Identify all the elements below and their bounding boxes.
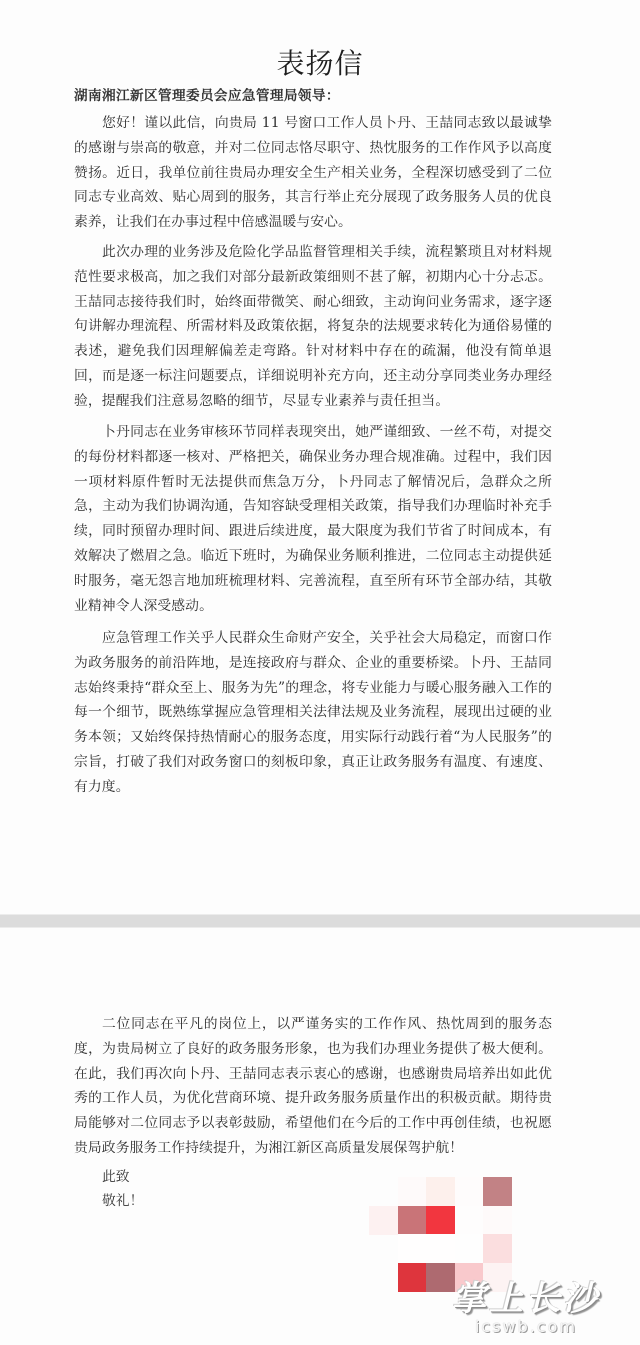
letter-paragraph-5: 二位同志在平凡的岗位上，以严谨务实的工作作风、热忱周到的服务态度，为贵局树立了良好的政务服务形象，也为我们办理业务提供了极大便利。在此，我们再次向卜丹、王喆同志表示衷心的感谢，也感谢贵局培养出如此优秀的工作人员，为优化营商环境、提升政务服务质量作出的积极贡献。期待贵局能够对二位同志予以表彰鼓励，希望他们在今后的工作中再创佳绩，也祝愿贵局政务服务工作持续提升，为湘江新区高质量发展保驾护航！ — [74, 1016, 552, 1156]
mosaic-cell — [398, 1177, 427, 1206]
watermark-logo-text: 掌上长沙 — [452, 1279, 600, 1319]
mosaic-cell — [398, 1206, 427, 1235]
mosaic-cell — [426, 1234, 455, 1263]
mosaic-cell — [369, 1206, 398, 1235]
redacted-seal-mosaic — [369, 1177, 539, 1292]
letter-paragraph-3: 卜丹同志在业务审核环节同样表现突出，她严谨细致、一丝不苟，对提交的每份材料都逐一核对、严格把关，确保业务办理合规准确。过程中，我们因一项材料原件暂时无法提供而焦急万分，卜丹同志了解情况后，急群众之所急，主动为我们协调沟通，告知容缺受理相关政策，指导我们办理临时补充手续，同时预留办理时间、跟进后续进度，最大限度为我们节省了时间成本，有效解决了燃眉之急。临近下班时，为确保业务顺利推进，二位同志主动提供延时服务，毫无怨言地加班梳理材料、完善流程，直至所有环节全部办结，其敬业精神令人深受感动。 — [74, 424, 552, 614]
mosaic-cell — [455, 1177, 484, 1206]
letter-closing-line-2: 敬礼！ — [102, 1193, 144, 1209]
mosaic-cell — [426, 1177, 455, 1206]
mosaic-cell — [398, 1263, 427, 1292]
mosaic-cell — [398, 1234, 427, 1263]
letter-paragraph-1: 您好！谨以此信，向贵局 11 号窗口工作人员卜丹、王喆同志致以最诚挚的感谢与崇高的敬意，并对二位同志恪尽职守、热忱服务的工作作风予以高度赞扬。近日，我单位前往贵局办理安全生产相关业务，全程深切感受到了二位同志专业高效、贴心周到的服务，其言行举止充分展现了政务服务人员的优良素养，让我们在办事过程中倍感温暖与安心。 — [74, 115, 552, 231]
page-divider — [0, 914, 640, 928]
letter-closing-line-1: 此致 — [102, 1169, 130, 1185]
watermark — [436, 1279, 626, 1343]
mosaic-cell — [426, 1206, 455, 1235]
letter-paragraph-2: 此次办理的业务涉及危险化学品监督管理相关手续，流程繁琐且对材料规范性要求极高，加之我们对部分最新政策细则不甚了解，初期内心十分忐忑。王喆同志接待我们时，始终面带微笑、耐心细致，主动询问业务需求，逐字逐句讲解办理流程、所需材料及政策依据，将复杂的法规要求转化为通俗易懂的表述，避免我们因理解偏差走弯路。针对材料中存在的疏漏，他没有简单退回，而是逐一标注问题要点，详细说明补充方向，还主动分享同类业务办理经验，提醒我们注意易忽略的细节，尽显专业素养与责任担当。 — [74, 244, 552, 409]
mosaic-cell — [483, 1206, 512, 1235]
mosaic-cell — [455, 1206, 484, 1235]
letter-paragraph-4: 应急管理工作关乎人民群众生命财产安全，关乎社会大局稳定，而窗口作为政务服务的前沿阵地，是连接政府与群众、企业的重要桥梁。卜丹、王喆同志始终秉持“群众至上、服务为先”的理念，将专业能力与暖心服务融入工作的每一个细节，既熟练掌握应急管理相关法律法规及业务流程，展现出过硬的业务本领；又始终保持热情耐心的服务态度，用实际行动践行着“为人民服务”的宗旨，打破了我们对政务窗口的刻板印象，真正让政务服务有温度、有速度、有力度。 — [74, 630, 552, 795]
letter-salutation: 湖南湘江新区管理委员会应急管理局领导： — [74, 88, 340, 104]
letter-title: 表扬信 — [276, 47, 364, 80]
mosaic-cell — [483, 1234, 512, 1263]
watermark-url: icswb.com — [474, 1317, 578, 1336]
mosaic-cell — [483, 1177, 512, 1206]
mosaic-cell — [455, 1234, 484, 1263]
